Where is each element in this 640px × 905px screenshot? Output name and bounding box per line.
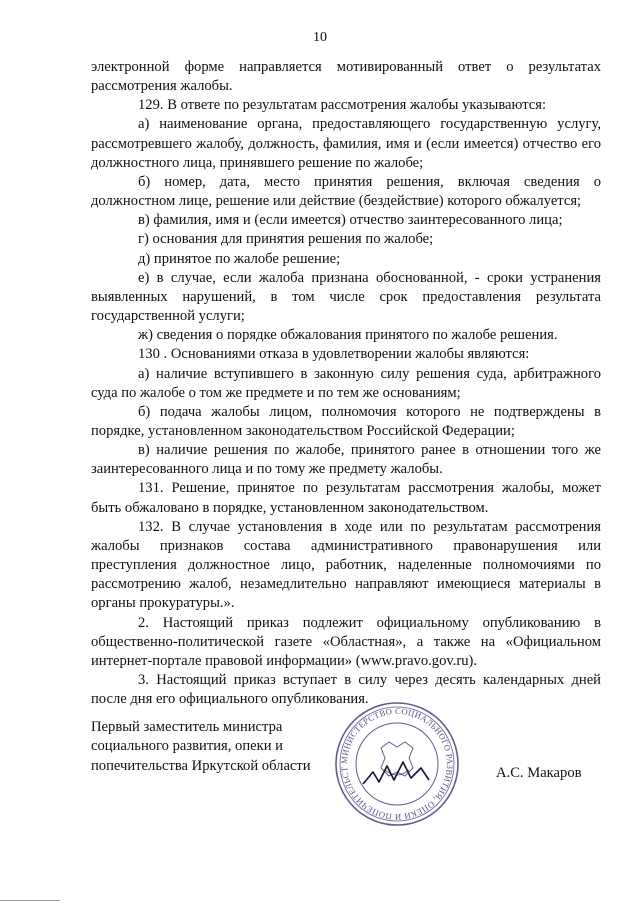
paragraph: 132. В случае установления в ходе или по результатам рассмотрения жалобы признаков состава административного правонарушения или преступления должностное лицо, работник, наделенные полномочиями по рассмотрению жалоб, незамедлительно направляют имеющиеся материалы в органы прокуратуры.». bbox=[91, 518, 601, 612]
document-body bbox=[91, 58, 601, 709]
signatory-title bbox=[91, 718, 351, 776]
paragraph: г) основания для принятия решения по жалобе; bbox=[138, 231, 434, 248]
paragraph: а) наличие вступившего в законную силу решения суда, арбитражного суда по жалобе о том же предмете и по тем же основаниям; bbox=[91, 365, 601, 401]
official-seal bbox=[333, 700, 461, 828]
paragraph: электронной форме направляется мотивированный ответ о результатах рассмотрения жалобы. bbox=[91, 59, 601, 95]
paragraph: 2. Настоящий приказ подлежит официальному опубликованию в общественно-политической газете «Областная», а также на «Официальном интернет-портале правовой информации» (www.pravo.gov.ru). bbox=[91, 614, 601, 669]
signatory-title-line: попечительства Иркутской области bbox=[91, 757, 311, 774]
paragraph: д) принятое по жалобе решение; bbox=[138, 250, 341, 267]
paragraph: е) в случае, если жалоба признана обоснованной, - сроки устранения выявленных нарушений, в том числе срок предоставления результата государственной услуги; bbox=[91, 269, 601, 325]
paragraph: б) подача жалобы лицом, полномочия которого не подтверждены в порядке, установленном законодательством Российской Федерации; bbox=[91, 403, 601, 439]
paragraph: в) фамилия, имя и (если имеется) отчество заинтересованного лица; bbox=[138, 212, 563, 229]
seal-graphic bbox=[333, 700, 461, 828]
paragraph: б) номер, дата, место принятия решения, включая сведения о должностном лице, решение или действие (бездействие) которого обжалуется; bbox=[91, 173, 601, 210]
paragraph: 3. Настоящий приказ вступает в силу через десять календарных дней после дня его официального опубликования. bbox=[91, 672, 601, 708]
paragraph: 131. Решение, принятое по результатам рассмотрения жалобы, может быть обжаловано в порядке, установленном законодательством. bbox=[91, 480, 601, 516]
page-number: 10 bbox=[313, 30, 327, 45]
signatory-title-line: Первый заместитель министра bbox=[91, 719, 283, 735]
signatory-name: А.С. Макаров bbox=[496, 765, 582, 781]
seal-text: МИНИСТЕРСТВО СОЦИАЛЬНОГО РАЗВИТИЯ, ОПЕКИ И ПОПЕЧИТЕЛЬСТ bbox=[338, 705, 456, 823]
paragraph: ж) сведения о порядке обжалования принятого по жалобе решения. bbox=[138, 327, 558, 344]
paragraph: в) наличие решения по жалобе, принятого ранее в отношении того же заинтересованного лица и по тому же предмету жалобы. bbox=[91, 442, 601, 478]
signatory-title-line: социального развития, опеки и bbox=[91, 738, 283, 755]
footer-rule bbox=[0, 900, 60, 901]
paragraph: 130 . Основаниями отказа в удовлетворении жалобы являются: bbox=[138, 346, 530, 363]
paragraph: 129. В ответе по результатам рассмотрения жалобы указываются: bbox=[138, 97, 547, 114]
paragraph: а) наименование органа, предоставляющего государственную услугу, рассмотревшего жалобу, должность, фамилия, имя и (если имеется) отчество его должностного лица, принявшего решение по жалобе; bbox=[91, 116, 601, 171]
